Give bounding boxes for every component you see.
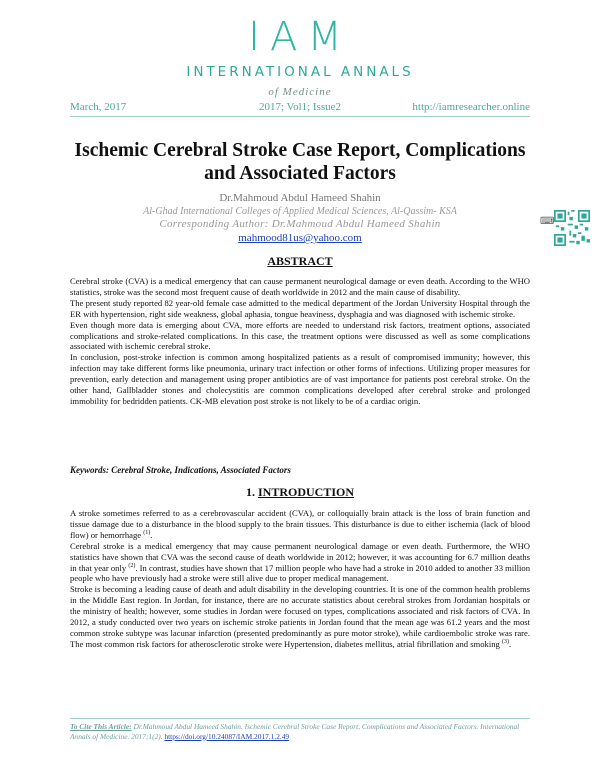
corresponding-author: Corresponding Author: Dr.Mahmoud Abdul Hameed Shahin	[159, 218, 441, 230]
keywords: Keywords: Cerebral Stroke, Indications, Associated Factors	[70, 465, 291, 475]
intro-text: A stroke sometimes referred to as a cerebrovascular accident (CVA), or colloquially brain attack is the loss of brain function and tissue damage due to a disturbance in the blood supply to the brain tissues. This disturbance is due to either ischemia (lack of blood flow) or hemorrhage	[70, 508, 530, 540]
issue-volume: 2017; Vol1; Issue2	[258, 101, 342, 113]
section-number: 1.	[245, 485, 255, 499]
intro-text: Cerebral stroke is a medical emergency that may cause permanent neurological damage or even death. Furthermore, the WHO statistics have shown that CVA was the second cause of death worldwide in 2012; however, it was accounting for 6.7 million deaths in that year only	[70, 540, 530, 573]
doi-link[interactable]: https://doi.org/10.24087/IAM.2017.1.2.49	[164, 731, 290, 741]
header-rule	[70, 116, 530, 117]
abstract-body	[70, 276, 530, 407]
intro-paragraph: A stroke sometimes referred to as a cerebrovascular accident (CVA), or colloquially brain attack is the loss of brain function and tissue damage due to a disturbance in the blood supply to the brain tissues. This disturbance is due to either ischemia (lack of blood flow) or hemorrhage $^{(1)}$.	[70, 508, 530, 540]
author-email-link[interactable]: mahmood81us@yahoo.com	[238, 232, 362, 244]
abstract-paragraph: The present study reported 82 year-old female case admitted to the medical department of the Jordan University Hospital through the ER with hypertension, right side weakness, global aphasia, tongue heaviness, dysphagia and was diagnosed with ischemic stroke.	[70, 297, 530, 319]
paper-title	[60, 139, 540, 185]
journal-logo: IAM	[248, 14, 352, 60]
citation-footer	[70, 722, 530, 741]
author-affiliation: Al-Ghad International Colleges of Applied Medical Sciences, Al-Qassim- KSA	[143, 206, 457, 217]
journal-name: INTERNATIONAL ANNALS	[186, 64, 414, 80]
section-heading	[0, 485, 600, 500]
intro-text: Stroke is becoming a leading cause of death and adult disability in the developing countries. It is one of the common health problems in the Middle East region. In Jordan, for instance, there are no accurate statistics about cerebral strokes from Jordanian hospitals or the ministry of health; however, some studies in Jordan were focused on types, complications associated and risk factors of CVA. In 2012, a study conducted over two years on ischemic stroke patients in Jordan found that the mean age was 61.2 years and the most common stroke subtype was lacunar infarction (presented predominantly as pure motor stroke), while cardioembolic stroke was rare. The most common risk factors for atherosclerotic stroke were Hypertension, diabetes mellitus, atrial fibrillation and smoking	[70, 584, 530, 649]
share-icon[interactable]: ⌨	[540, 216, 555, 227]
introduction-body	[70, 508, 530, 650]
intro-text: . In contrast, studies have shown that 17 million people who have had a stroke in 2010 added to another 33 million people who have previously had a stroke were still alive due to proper medical management.	[70, 562, 530, 584]
section-title: INTRODUCTION	[257, 485, 354, 499]
citation-ref[interactable]: (2)	[128, 562, 136, 569]
citation-ref[interactable]: (3)	[501, 639, 509, 646]
citation-ref[interactable]: (1)	[143, 529, 151, 536]
cite-text: Dr.Mahmoud Abdul Hameed Shahin. Ischemic Cerebral Stroke Case Report, Complications and Associated Factors. International Annals of Medicine. 2017;1(2).	[70, 722, 520, 741]
abstract-paragraph: Cerebral stroke (CVA) is a medical emergency that can cause permanent neurological damage or even death. According to the WHO statistics, stroke was the second most frequent cause of death worldwide in 2012 and the main cause of disability.	[70, 276, 530, 297]
footer-rule	[70, 718, 530, 719]
intro-paragraph: Stroke is becoming a leading cause of death and adult disability in the developing countries. It is one of the common health problems in the Middle East region. In Jordan, for instance, there are no accurate statistics about cerebral strokes from Jordanian hospitals or the ministry of health; however, some studies in Jordan were focused on types, complications associated and risk factors of CVA. In 2012, a study conducted over two years on ischemic stroke patients in Jordan found that the mean age was 61.2 years and the most common stroke subtype was lacunar infarction (presented predominantly as pure motor stroke), while cardioembolic stroke was rare. The most common risk factors for atherosclerotic stroke were Hypertension, diabetes mellitus, atrial fibrillation and smoking $^{(3)}$.	[70, 584, 530, 649]
journal-name-suffix: of Medicine	[268, 86, 332, 98]
issue-date: March, 2017	[70, 101, 127, 113]
abstract-paragraph: In conclusion, post-stroke infection is common among hospitalized patients as a result of compromised immunity; however, this infection may take different forms like pneumonia, urinary tract infection or other forms of infections. Utilizing proper measures for prevention, early detection and management using proper antibiotics are of vast importance for patients post cerebral stroke. On the other hand, Gallbladder stones and cholecystitis are common complications developed after cerebral stroke and prolonged immobility for bedridden patients. CK-MB elevation post stroke is not likely to be of a cardiac origin.	[70, 352, 530, 406]
cite-label: To Cite This Article:	[70, 722, 132, 731]
abstract-heading: ABSTRACT	[267, 254, 333, 268]
author-name: Dr.Mahmoud Abdul Hameed Shahin	[219, 192, 381, 204]
journal-url[interactable]: http://iamresearcher.online	[412, 101, 530, 113]
intro-paragraph	[70, 541, 530, 585]
title-line-2: and Associated Factors	[204, 163, 396, 184]
abstract-paragraph: Even though more data is emerging about CVA, more efforts are needed to understand risk factors, treatment options, associated complications and stroke-related complications. In this case, the treatment options were discussed as well as some complications associated with ischemic cerebral stroke.	[70, 319, 530, 352]
title-line-1: Ischemic Cerebral Stroke Case Report, Complications	[74, 140, 526, 161]
